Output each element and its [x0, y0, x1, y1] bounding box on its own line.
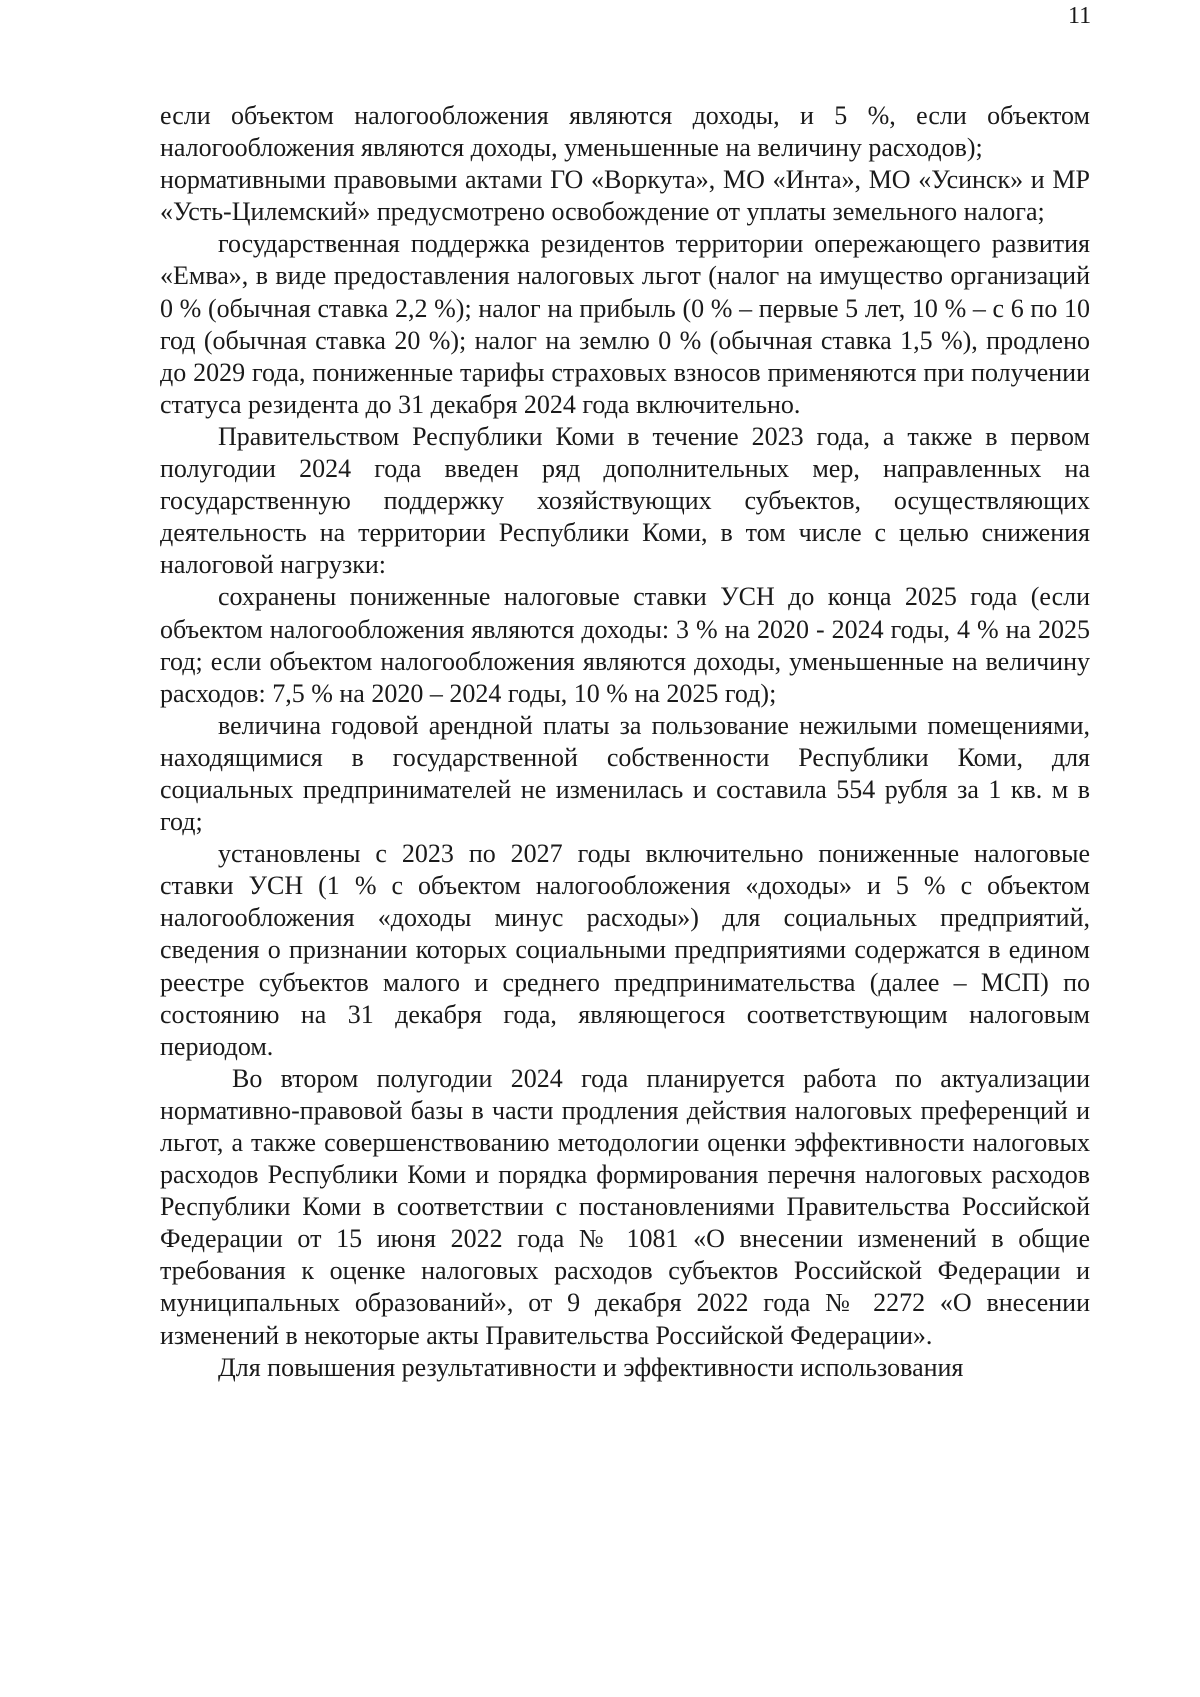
paragraph-land-tax-exemption: нормативными правовыми актами ГО «Воркута», МО «Инта», МО «Усинск» и МР «Усть-Цилемский» предусмотрено освобождение от уплаты земельного налога; — [160, 165, 1090, 227]
paragraph-tax-rates-continuation: если объектом налогообложения являются доходы, и 5 %, если объектом налогообложения являются доходы, уменьшенные на величину расходов); — [160, 101, 1090, 163]
document-body — [160, 100, 1090, 1384]
paragraph-second-half-plans: Во втором полугодии 2024 года планируется работа по актуализации нормативно-правовой базы в части продления действия налоговых преференций и льгот, а также совершенствованию методологии оценки эффективности налоговых расходов Республики Коми и порядка формирования перечня налоговых расходов Республики Коми в соответствии с постановлениями Правительства Российской Федерации от 15 июня 2022 года № 1081 «О внесении изменений в общие требования к оценке налоговых расходов субъектов Российской Федерации и муниципальных образований», от 9 декабря 2022 года № 2272 «О внесении изменений в некоторые акты Правительства Российской Федерации». — [160, 1063, 1090, 1350]
paragraph-efficiency-start: Для повышения результативности и эффективности использования — [218, 1352, 964, 1382]
paragraph-usn-rates: сохранены пониженные налоговые ставки УСН до конца 2025 года (если объектом налогообложения являются доходы: 3 % на 2020 - 2024 годы, 4 % на 2025 год; если объектом налогообложения являются доходы, уменьшенные на величину расходов: 7,5 % на 2020 – 2024 годы, 10 % на 2025 год); — [160, 582, 1090, 708]
paragraph-rent-payment: величина годовой арендной платы за пользование нежилыми помещениями, находящимися в государственной собственности Республики Коми, для социальных предпринимателей не изменилась и составила 554 рубля за 1 кв. м в год; — [160, 710, 1090, 837]
paragraph-social-enterprises: установлены с 2023 по 2027 годы включительно пониженные налоговые ставки УСН (1 % с объектом налогообложения «доходы» и 5 % с объектом налогообложения «доходы минус расходы») для социальных предприятий, сведения о признании которых социальными предприятиями содержатся в едином реестре субъектов малого и среднего предпринимательства (далее – МСП) по состоянию на 31 декабря года, являющегося соответствующим налоговым периодом. — [160, 839, 1090, 1061]
paragraph-government-measures: Правительством Республики Коми в течение 2023 года, а также в первом полугодии 2024 года введен ряд дополнительных мер, направленных на государственную поддержку хозяйствующих субъектов, осуществляющих деятельность на территории Республики Коми, в том числе с целью снижения налоговой нагрузки: — [160, 421, 1090, 580]
paragraph-emva-support: государственная поддержка резидентов территории опережающего развития «Емва», в виде предоставления налоговых льгот (налог на имущество организаций 0 % (обычная ставка 2,2 %); налог на прибыль (0 % – первые 5 лет, 10 % – с 6 по 10 год (обычная ставка 20 %); налог на землю 0 % (обычная ставка 1,5 %), продлено до 2029 года, пониженные тарифы страховых взносов применяются при получении статуса резидента до 31 декабря 2024 года включительно. — [160, 229, 1090, 419]
page-number: 11 — [1068, 3, 1092, 29]
